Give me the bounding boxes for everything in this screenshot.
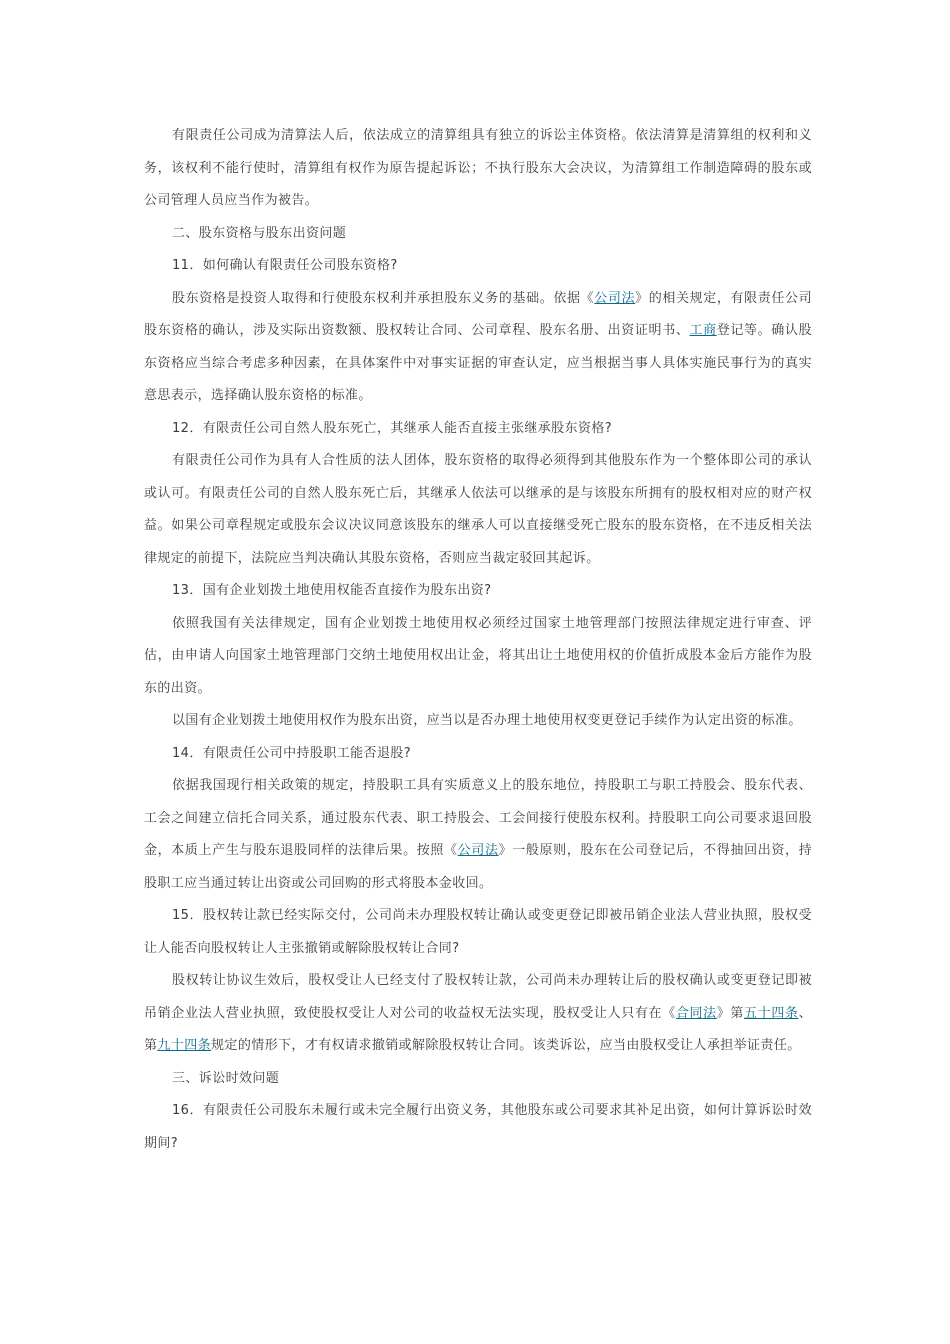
text-segment: 12．有限责任公司自然人股东死亡，其继承人能否直接主张继承股东资格?: [172, 420, 613, 436]
link-合同法[interactable]: 合同法: [675, 1005, 717, 1021]
paragraph-section-3-heading: [144, 1063, 812, 1096]
text-segment: 》一般原则，股东在公司登记后，不得抽回出资，持股职工应当通过转让出资或公司回购的形式将股本金收回。: [144, 843, 813, 891]
paragraph-a13-1: [144, 608, 812, 706]
link-工商[interactable]: 工商: [689, 323, 717, 338]
text-segment: 15．股权转让款已经实际交付，公司尚未办理股权转让确认或变更登记即被吊销企业法人营业执照，股权受让人能否向股权转让人主张撤销或解除股权转让合同?: [144, 908, 812, 956]
paragraph-q16: [144, 1095, 812, 1160]
paragraph-q12: [144, 413, 812, 446]
link-公司法[interactable]: 公司法: [457, 843, 499, 858]
paragraph-q11: [144, 250, 812, 283]
text-segment: 有限责任公司成为清算法人后，依法成立的清算组具有独立的诉讼主体资格。依法清算是清算组的权利和义务，该权利不能行使时，清算组有权作为原告提起诉讼；不执行股东大会决议，为清算组工作制造障碍的股东或公司管理人员应当作为被告。: [144, 128, 812, 208]
text-segment: 依据我国现行相关政策的规定，持股职工具有实质意义上的股东地位，持股职工与职工持股会、股东代表、工会之间建立信托合同关系，通过股东代表、职工持股会、工会间接行使股东权利。持股职工向公司要求退回股金，本质上产生与股东退股同样的法律后果。按照《: [144, 778, 812, 858]
text-segment: 股东资格是投资人取得和行使股东权利并承担股东义务的基础。依据《: [172, 290, 595, 306]
paragraph-a12: [144, 445, 812, 575]
link-五十四条[interactable]: 五十四条: [744, 1005, 799, 1021]
paragraph-q15: [144, 900, 812, 965]
document-body: [144, 120, 812, 1160]
text-segment: 14．有限责任公司中持股职工能否退股?: [172, 745, 412, 761]
paragraph-a13-2: [144, 705, 812, 738]
text-segment: 二、股东资格与股东出资问题: [172, 225, 347, 241]
paragraph-p-liquidation-group: [144, 120, 812, 218]
paragraph-q14: [144, 738, 812, 771]
text-segment: 依照我国有关法律规定，国有企业划拨土地使用权必须经过国家土地管理部门按照法律规定进行审查、评估，由申请人向国家土地管理部门交纳土地使用权出让金，将其出让土地使用权的价值折成股本金后方能作为股东的出资。: [144, 615, 812, 696]
paragraph-a15: [144, 965, 812, 1063]
text-segment: 有限责任公司作为具有人合性质的法人团体，股东资格的取得必须得到其他股东作为一个整体即公司的承认或认可。有限责任公司的自然人股东死亡后，其继承人依法可以继承的是与该股东所拥有的股权相对应的财产权益。如果公司章程规定或股东会议决议同意该股东的继承人可以直接继受死亡股东的股东资格，在不违反相关法律规定的前提下，法院应当判决确认其股东资格，否则应当裁定驳回其起诉。: [144, 453, 812, 566]
text-segment: 11．如何确认有限责任公司股东资格?: [172, 258, 398, 273]
text-segment: 》的相关规定，有限责任公司股东资格的确认，涉及实际出资数额、股权转让合同、公司章程、股东名册、出资证明书、: [144, 290, 813, 338]
text-segment: 16．有限责任公司股东未履行或未完全履行出资义务，其他股东或公司要求其补足出资，如何计算诉讼时效期间?: [144, 1103, 812, 1151]
text-segment: 以国有企业划拨土地使用权作为股东出资，应当以是否办理土地使用权变更登记手续作为认定出资的标准。: [172, 713, 802, 728]
text-segment: 股权转让协议生效后，股权受让人已经支付了股权转让款，公司尚未办理转让后的股权确认或变更登记即被吊销企业法人营业执照，致使股权受让人对公司的收益权无法实现，股权受让人只有在《: [144, 973, 812, 1021]
text-segment: 》第: [716, 1005, 745, 1021]
text-segment: 、第: [144, 1005, 812, 1053]
paragraph-a11: [144, 283, 812, 413]
link-九十四条[interactable]: 九十四条: [157, 1038, 212, 1053]
text-segment: 规定的情形下，才有权请求撤销或解除股权转让合同。该类诉讼，应当由股权受让人承担举证责任。: [211, 1038, 801, 1053]
text-segment: 三、诉讼时效问题: [172, 1070, 280, 1086]
paragraph-q13: [144, 575, 812, 608]
paragraph-a14: [144, 770, 812, 900]
text-segment: 登记等。确认股东资格应当综合考虑多种因素，在具体案件中对事实证据的审查认定，应当根据当事人具体实施民事行为的真实意思表示，选择确认股东资格的标准。: [144, 323, 812, 403]
paragraph-section-2-heading: [144, 218, 812, 251]
link-公司法[interactable]: 公司法: [594, 290, 636, 306]
text-segment: 13．国有企业划拨土地使用权能否直接作为股东出资?: [172, 583, 492, 598]
